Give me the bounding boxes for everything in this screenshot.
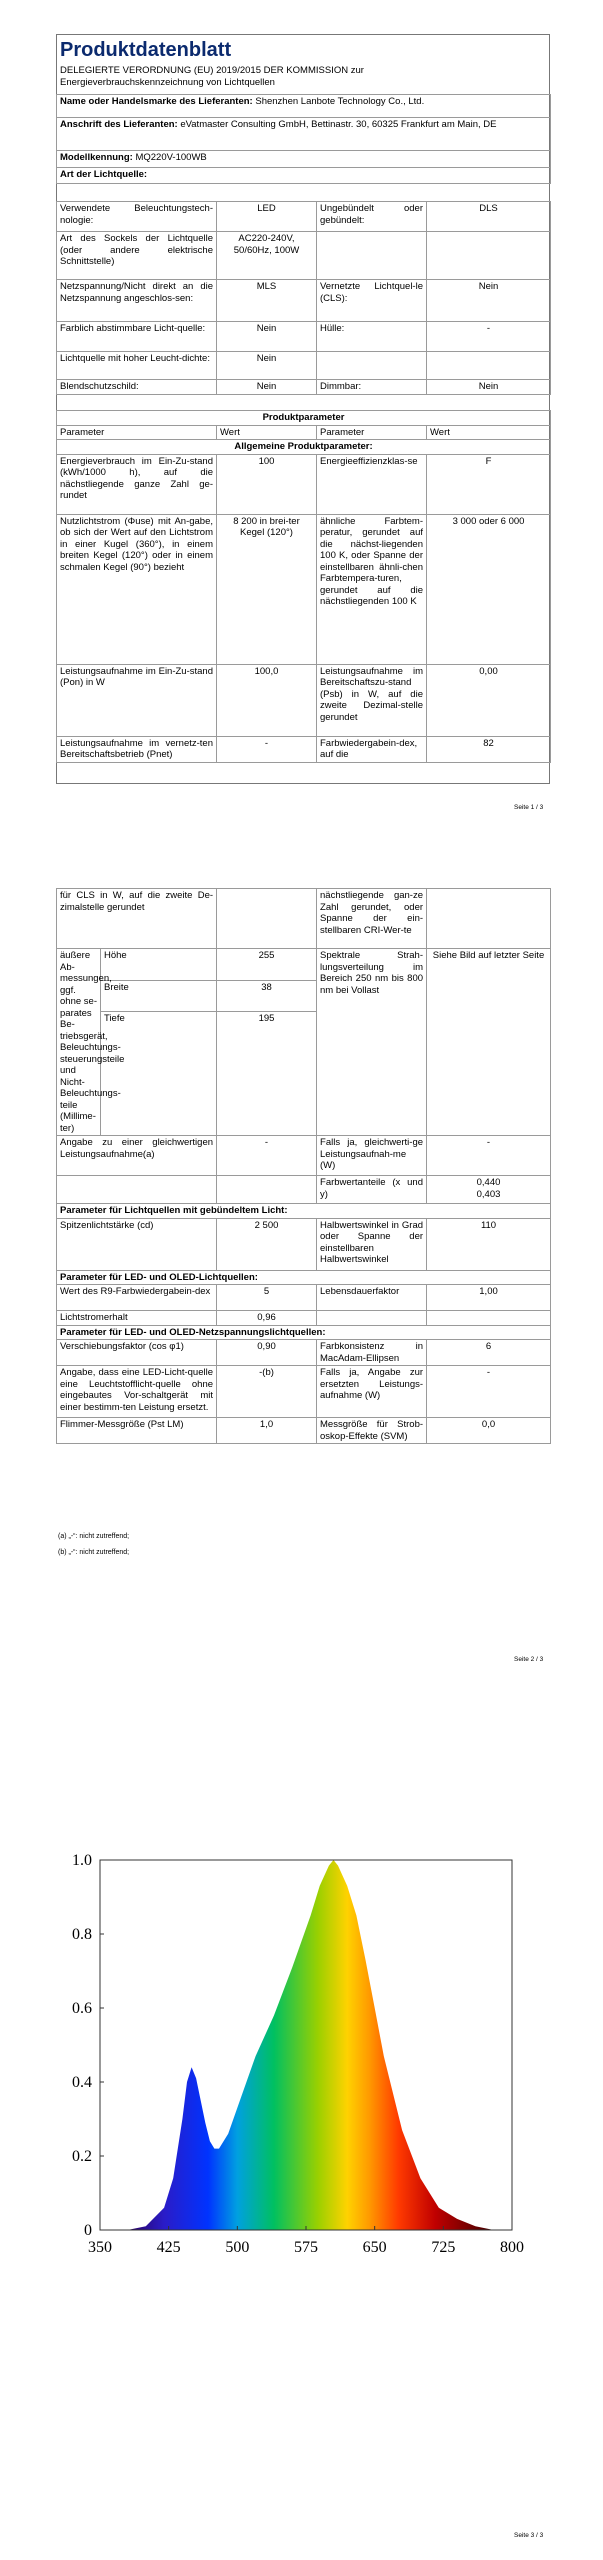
light-source-type-row	[57, 168, 551, 184]
hlls-label: Lichtquelle mit hoher Leucht-dichte:	[57, 352, 217, 380]
equivalent-power-value: -	[217, 1136, 317, 1176]
table-row	[57, 1176, 551, 1204]
peak-intensity-value: 2 500	[217, 1218, 317, 1270]
cls-standby-continued: für CLS in W, auf die zweite De-zimalstelle gerundet	[57, 889, 217, 949]
cri-value: 82	[427, 736, 551, 762]
on-mode-power-value: 100,0	[217, 664, 317, 736]
dimmable-label: Dimmbar:	[317, 380, 427, 395]
col-header-param-2: Parameter	[317, 425, 427, 440]
chromaticity-label: Farbwertanteile (x und y)	[317, 1176, 427, 1204]
table-row	[57, 664, 551, 736]
table-row	[57, 514, 551, 664]
table-row	[57, 1418, 551, 1444]
dls-value: DLS	[427, 202, 551, 232]
table-row	[57, 232, 551, 280]
footnote-a: (a) „-“: nicht zutreffend;	[58, 1533, 130, 1540]
table-row	[57, 1218, 551, 1270]
useful-flux-label: Nutzlichtstrom (Φuse) mit An-gabe, ob sich der Wert auf den Lichtstrom in einer Kugel (360°), in einem breiten Kegel (120°) oder in einem schmalen Kegel (90°) bezieht	[57, 514, 217, 664]
antiglare-label: Blendschutzschild:	[57, 380, 217, 395]
cls-value: Nein	[427, 280, 551, 322]
hlls-value: Nein	[217, 352, 317, 380]
directional-heading: Parameter für Lichtquellen mit gebündeltem Licht:	[57, 1204, 551, 1219]
peak-intensity-label: Spitzenlichtstärke (cd)	[57, 1218, 217, 1270]
table-row	[57, 1285, 551, 1311]
lumen-maintenance-label: Lichtstromerhalt	[57, 1311, 217, 1326]
cri-continued: nächstliegende gan-ze Zahl gerundet, oder Spanne der ein-stellbaren CRI-Wer-te	[317, 889, 427, 949]
x-tick-label: 350	[88, 2239, 112, 2256]
x-tick-label: 500	[225, 2239, 250, 2256]
light-source-type-label: Art der Lichtquelle:	[60, 169, 148, 180]
page-number-3: Seite 3 / 3	[514, 2532, 544, 2539]
lumen-maintenance-value: 0,96	[217, 1311, 317, 1326]
mains-label: Netzspannung/Nicht direkt an die Netzspannung angeschlos-sen:	[57, 280, 217, 322]
chromaticity-values	[427, 1176, 551, 1204]
retrofit-value: -(b)	[217, 1366, 317, 1418]
x-tick-label: 725	[431, 2239, 456, 2256]
y-tick-label: 0.6	[72, 2000, 92, 2017]
r9-value: 5	[217, 1285, 317, 1311]
y-tick-label: 1.0	[72, 1852, 92, 1869]
table-row	[57, 949, 551, 981]
table-row	[57, 454, 551, 514]
macadam-value: 6	[427, 1340, 551, 1366]
mains-value: MLS	[217, 280, 317, 322]
width-label: Breite	[101, 980, 217, 1012]
cap-label: Art des Sockels der Lichtquelle (oder andere elektrische Schnittstelle)	[57, 232, 217, 280]
regulation-line-2: Energieverbrauchskennzeichnung von Lichtquellen	[60, 77, 275, 88]
x-tick-label: 575	[294, 2239, 318, 2256]
table-row	[57, 202, 551, 232]
energy-consumption-value: 100	[217, 454, 317, 514]
retrofit-right-label: Falls ja, Angabe zur ersetzten Leistungs-aufnahme (W)	[317, 1366, 427, 1418]
flicker-value: 1,0	[217, 1418, 317, 1444]
dls-label: Ungebündelt oder gebündelt:	[317, 202, 427, 232]
spectral-label: Spektrale Strah-lungsverteilung im Bereich 250 nm bis 800 nm bei Vollast	[317, 949, 427, 1136]
cct-value: 3 000 oder 6 000	[427, 514, 551, 664]
col-header-value-2: Wert	[427, 425, 551, 440]
cap-value: AC220-240V, 50/60Hz, 100W	[217, 232, 317, 280]
light-source-table	[56, 201, 551, 395]
standby-power-label: Leistungsaufnahme im Bereitschaftszu-stand (Psb) in W, auf die zweite Dezimal-stelle gerundet	[317, 664, 427, 736]
retrofit-label: Angabe, dass eine LED-Licht-quelle eine Leuchtstofflicht-quelle ohne eingebautes Vor-schaltgerät mit einer bestimm-ten Leistung ersetzt.	[57, 1366, 217, 1418]
displacement-factor-value: 0,90	[217, 1340, 317, 1366]
cri-label: Farbwiedergabein-dex, auf die	[317, 736, 427, 762]
retrofit-right-value: -	[427, 1366, 551, 1418]
table-row	[57, 1340, 551, 1366]
page-2	[0, 860, 603, 1690]
height-label: Höhe	[101, 949, 217, 981]
col-header-value: Wert	[217, 425, 317, 440]
equivalent-power-right-value: -	[427, 1136, 551, 1176]
table-row	[57, 1311, 551, 1326]
equivalent-power-label: Angabe zu einer gleichwertigen Leistungsaufnahme(a)	[57, 1136, 217, 1176]
mains-heading: Parameter für LED- und OLED-Netzspannungslichtquellen:	[57, 1325, 551, 1340]
page-number-2: Seite 2 / 3	[514, 1656, 544, 1663]
cls-label: Vernetzte Lichtquel-le (CLS):	[317, 280, 427, 322]
supplier-address-row	[57, 118, 551, 151]
tech-value: LED	[217, 202, 317, 232]
supplier-address: eVatmaster Consulting GmbH, Bettinastr. 30, 60325 Frankfurt am Main, DE	[180, 119, 497, 130]
led-heading: Parameter für LED- und OLED-Lichtquellen:	[57, 1270, 551, 1285]
r9-label: Wert des R9-Farbwiedergabein-dex	[57, 1285, 217, 1311]
depth-value: 195	[217, 1012, 317, 1136]
envelope-value: -	[427, 322, 551, 352]
supplier-address-label: Anschrift des Lieferanten:	[60, 119, 178, 130]
footnote-b: (b) „-“: nicht zutreffend;	[58, 1549, 130, 1556]
useful-flux-value: 8 200 in brei-ter Kegel (120°)	[217, 514, 317, 664]
antiglare-value: Nein	[217, 380, 317, 395]
table-row	[57, 1366, 551, 1418]
x-tick-label: 425	[156, 2239, 181, 2256]
depth-label: Tiefe	[101, 1012, 217, 1136]
energy-class-label: Energieeffizienzklas-se	[317, 454, 427, 514]
y-tick-label: 0.4	[72, 2074, 92, 2091]
dimmable-value: Nein	[427, 380, 551, 395]
svm-label: Messgröße für Strob-oskop-Effekte (SVM)	[317, 1418, 427, 1444]
width-value: 38	[217, 980, 317, 1012]
equivalent-power-right-label: Falls ja, gleichwerti-ge Leistungsaufnah-me (W)	[317, 1136, 427, 1176]
displacement-factor-label: Verschiebungsfaktor (cos φ1)	[57, 1340, 217, 1366]
svm-value: 0,0	[427, 1418, 551, 1444]
tunable-label: Farblich abstimmbare Licht-quelle:	[57, 322, 217, 352]
y-tick-label: 0.8	[72, 1926, 92, 1943]
chromaticity-x: 0,440	[476, 1177, 501, 1188]
survival-factor-label: Lebensdauerfaktor	[317, 1285, 427, 1311]
product-params-heading: Produktparameter	[57, 411, 551, 426]
survival-factor-value: 1,00	[427, 1285, 551, 1311]
spectral-value: Siehe Bild auf letzter Seite	[427, 949, 551, 1136]
spectral-distribution-chart	[0, 1800, 603, 2300]
supplier-table	[56, 94, 551, 184]
chromaticity-y: 0,403	[476, 1188, 501, 1200]
height-value: 255	[217, 949, 317, 981]
table-row	[57, 280, 551, 322]
model-value: MQ220V-100WB	[135, 152, 207, 163]
table-row	[57, 380, 551, 395]
table-row	[57, 736, 551, 762]
flicker-label: Flimmer-Messgröße (Pst LM)	[57, 1418, 217, 1444]
supplier-name-label: Name oder Handelsmarke des Lieferanten:	[60, 96, 253, 107]
energy-class-value: F	[427, 454, 551, 514]
y-tick-label: 0	[84, 2222, 92, 2239]
model-row	[57, 151, 551, 168]
document-title: Produktdatenblatt	[60, 39, 232, 61]
table-row	[57, 1136, 551, 1176]
standby-power-value: 0,00	[427, 664, 551, 736]
cct-label: ähnliche Farbtem-peratur, gerundet auf die nächst-liegenden 100 K, oder Spanne der einstellbaren ähnli-chen Farbtempera-turen, gerundet auf die nächstliegenden 100 K	[317, 514, 427, 664]
x-tick-label: 800	[500, 2239, 524, 2256]
supplier-name: Shenzhen Lanbote Technology Co., Ltd.	[255, 96, 425, 107]
product-parameters-table	[56, 410, 551, 763]
tech-label: Verwendete Beleuchtungstech-nologie:	[57, 202, 217, 232]
parameters-continued-table	[56, 888, 551, 1444]
macadam-label: Farbkonsistenz in MacAdam-Ellipsen	[317, 1340, 427, 1366]
page-3	[0, 1740, 603, 2560]
on-mode-power-label: Leistungsaufnahme im Ein-Zu-stand (Pon) in W	[57, 664, 217, 736]
networked-standby-label: Leistungsaufnahme im vernetz-ten Bereitschaftsbetrieb (Pnet)	[57, 736, 217, 762]
regulation-line-1: DELEGIERTE VERORDNUNG (EU) 2019/2015 DER KOMMISSION zur	[60, 65, 364, 76]
spectrum-area	[127, 1860, 493, 2230]
table-row	[57, 889, 551, 949]
beam-angle-label: Halbwertswinkel in Grad oder Spanne der einstellbaren Halbwertswinkel	[317, 1218, 427, 1270]
table-row	[57, 322, 551, 352]
col-header-param: Parameter	[57, 425, 217, 440]
page-1	[0, 0, 603, 820]
envelope-label: Hülle:	[317, 322, 427, 352]
general-params-heading: Allgemeine Produktparameter:	[57, 440, 551, 455]
energy-consumption-label: Energieverbrauch im Ein-Zu-stand (kWh/1000 h), auf die nächstliegende ganze Zahl ge-rundet	[57, 454, 217, 514]
supplier-name-row	[57, 95, 551, 118]
x-tick-label: 650	[362, 2239, 387, 2256]
table-row	[57, 352, 551, 380]
tunable-value: Nein	[217, 322, 317, 352]
page-number-1: Seite 1 / 3	[514, 804, 544, 811]
networked-standby-value: -	[217, 736, 317, 762]
dimensions-label: äußere Ab-messungen, ggf. ohne se-parates Be-triebsgerät, Beleuchtungs-steuerungsteile und Nicht-Beleuchtungs-teile (Millime-ter)	[57, 949, 101, 1136]
model-label: Modellkennung:	[60, 152, 133, 163]
beam-angle-value: 110	[427, 1218, 551, 1270]
y-tick-label: 0.2	[72, 2148, 92, 2165]
